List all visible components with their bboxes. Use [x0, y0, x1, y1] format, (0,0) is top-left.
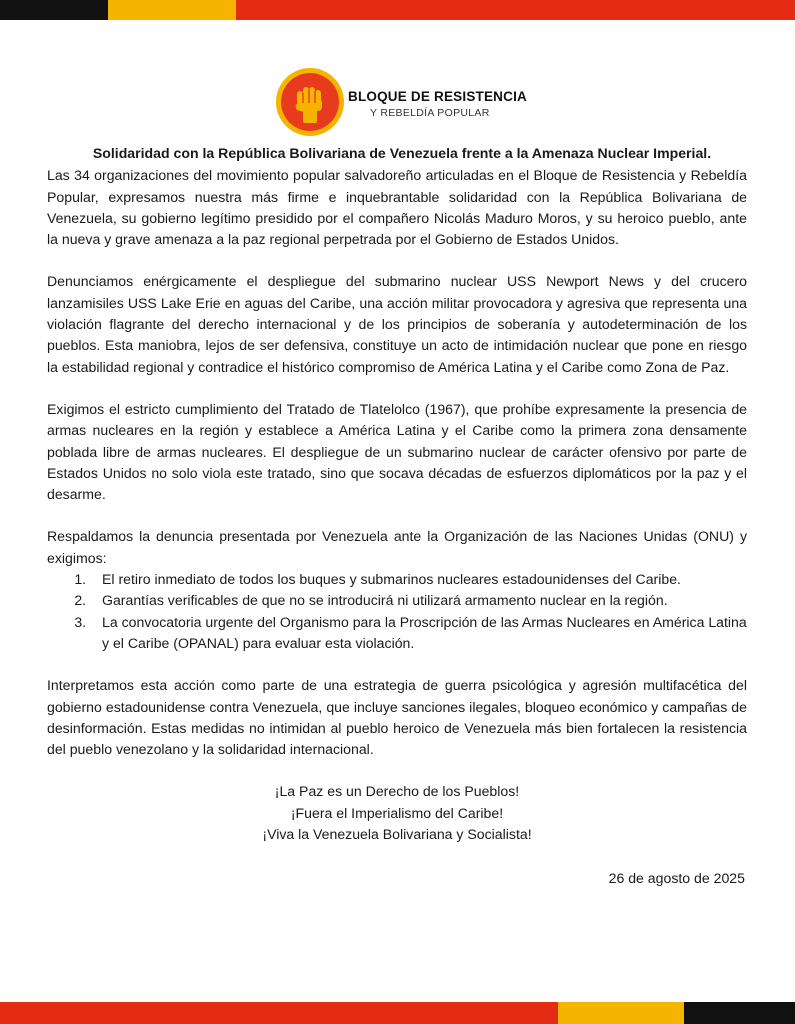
logo-title: BLOQUE DE RESISTENCIA [348, 89, 527, 104]
stripe-black-segment [684, 1002, 795, 1024]
slogan-line: ¡Viva la Venezuela Bolivariana y Socialista! [262, 826, 532, 843]
stripe-red-segment [0, 1002, 558, 1024]
demand-item: 2. Garantías verificables de que no se introducirá ni utilizará armamento nuclear en la región. [90, 590, 747, 611]
logo-subtitle: Y REBELDÍA POPULAR [370, 107, 490, 119]
document-date: 26 de agosto de 2025 [608, 870, 745, 887]
closing-slogans [47, 781, 747, 845]
stripe-yellow-segment [558, 1002, 684, 1024]
organization-logo [276, 68, 527, 136]
paragraph-solidarity: Las 34 organizaciones del movimiento popular salvadoreño articuladas en el Bloque de Resistencia y Rebeldía Popular, expresamos nuestra más firme e inquebrantable solidaridad con la República Bolivariana de Venezuela, su gobierno legítimo presidido por el compañero Nicolás Maduro Moros, y su heroico pueblo, ante la nueva y grave amenaza a la paz regional perpetrada por el Gobierno de Estados Unidos. [47, 167, 747, 248]
slogan-line: ¡Fuera el Imperialismo del Caribe! [290, 804, 504, 821]
slogan-line: ¡La Paz es un Derecho de los Pueblos! [274, 783, 520, 800]
top-color-stripe [0, 0, 795, 20]
paragraph-un-complaint: Respaldamos la denuncia presentada por Venezuela ante la Organización de las Naciones Unidas (ONU) y exigimos: [47, 528, 747, 566]
document-body [47, 143, 747, 890]
stripe-black-segment [0, 0, 108, 20]
paragraph-interpretation: Interpretamos esta acción como parte de una estrategia de guerra psicológica y agresión multifacética del gobierno estadounidense contra Venezuela, que incluye sanciones ilegales, bloqueo económico y campañas de desinformación. Estas medidas no intimidan al pueblo heroico de Venezuela más bien fortalecen la resistencia del pueblo venezolano y la solidaridad internacional. [47, 677, 747, 758]
bottom-color-stripe [0, 1002, 795, 1024]
demands-list [47, 569, 747, 654]
raised-fist-icon [290, 79, 330, 125]
paragraph-tlatelolco: Exigimos el estricto cumplimiento del Tratado de Tlatelolco (1967), que prohíbe expresamente la presencia de armas nucleares en la región y establece a América Latina y el Caribe como la primera zona densamente poblada libre de armas nucleares. El despliegue de un submarino nuclear de carácter ofensivo por parte de Estados Unidos no solo viola este tratado, sino que socava décadas de esfuerzos diplomáticos por la paz y el desarme. [47, 400, 747, 503]
document-title: Solidaridad con la República Bolivariana de Venezuela frente a la Amenaza Nuclear Imperial. [92, 145, 712, 161]
demand-item: 3. La convocatoria urgente del Organismo para la Proscripción de las Armas Nucleares en América Latina y el Caribe (OPANAL) para evaluar esta violación. [90, 612, 747, 655]
stripe-yellow-segment [108, 0, 236, 20]
paragraph-denunciation: Denunciamos enérgicamente el despliegue del submarino nuclear USS Newport News y del crucero lanzamisiles USS Lake Erie en aguas del Caribe, una acción militar provocadora y agresiva que representa una violación flagrante del derecho internacional y de los principios de soberanía y autodeterminación de los pueblos. Esta maniobra, lejos de ser defensiva, constituye un acto de intimidación nuclear que pone en riesgo la estabilidad regional y contradice el histórico compromiso de América Latina y el Caribe como Zona de Paz. [47, 273, 747, 375]
demand-item: 1. El retiro inmediato de todos los buques y submarinos nucleares estadounidenses del Caribe. [90, 569, 747, 590]
stripe-red-segment [236, 0, 795, 20]
logo-emblem [276, 68, 344, 136]
